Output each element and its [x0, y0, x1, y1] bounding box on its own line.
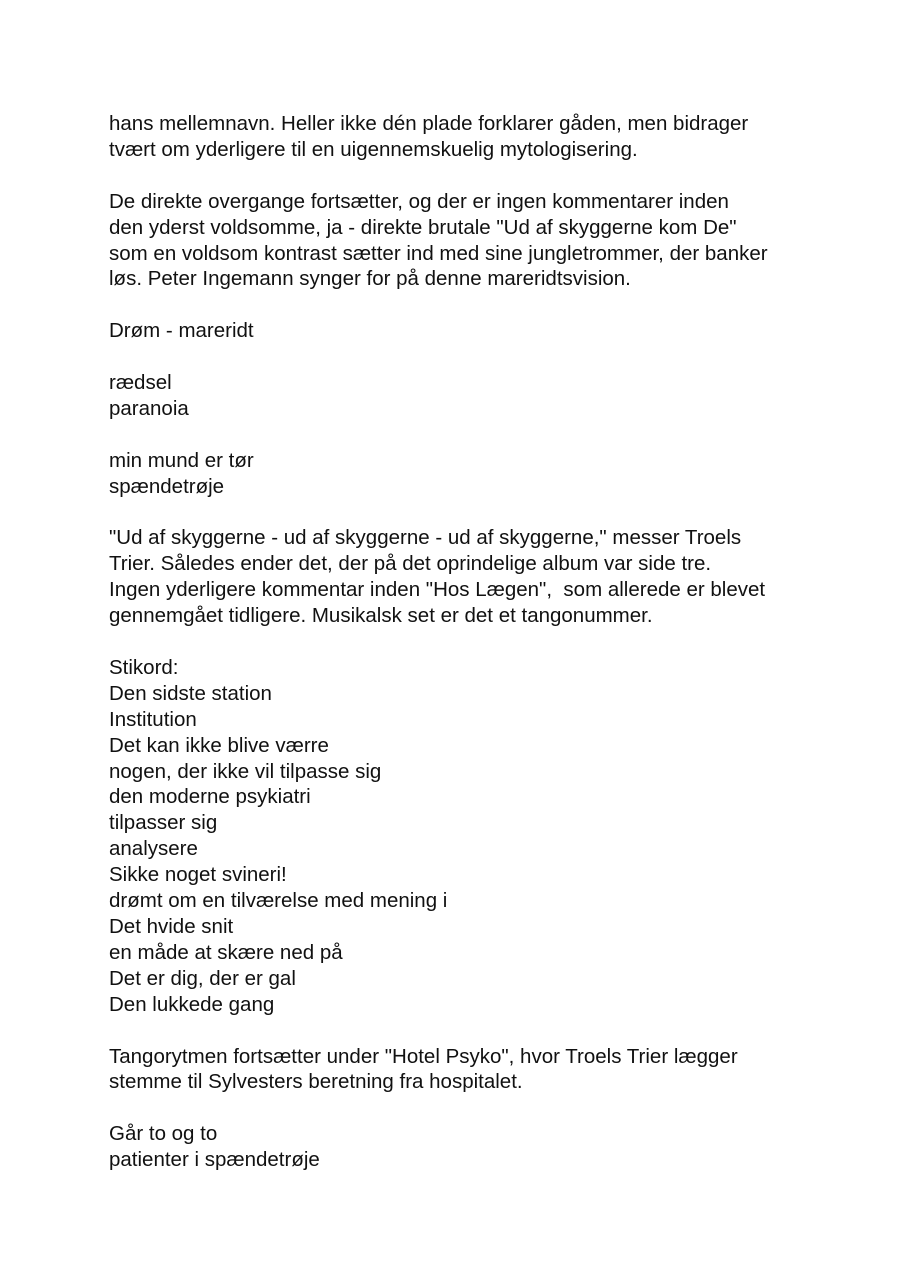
keyword-heading: Stikord:: [109, 655, 179, 679]
text-line: "Ud af skyggerne - ud af skyggerne - ud af skyggerne," messer Troels: [109, 526, 742, 550]
text-line: stemme til Sylvesters beretning fra hospitalet.: [109, 1070, 523, 1094]
paragraph-mellemnavn: [109, 111, 809, 163]
verse-line: Går to og to: [109, 1122, 218, 1146]
keyword-item: Det er dig, der er gal: [109, 966, 296, 990]
text-line: Tangorytmen fortsætter under "Hotel Psyko", hvor Troels Trier lægger: [109, 1044, 738, 1068]
keyword-item: en måde at skære ned på: [109, 940, 343, 964]
text-line: tvært om yderligere til en uigennemskuelig mytologisering.: [109, 137, 638, 161]
keyword-list: [109, 655, 809, 1018]
text-line: hans mellemnavn. Heller ikke dén plade forklarer gåden, men bidrager: [109, 112, 749, 135]
verse-line: spændetrøje: [109, 474, 225, 498]
verse-raedsel: [109, 370, 809, 422]
document-body: [109, 111, 809, 1199]
text-line: Ingen yderligere kommentar inden "Hos Lægen", som allerede er blevet: [109, 578, 766, 602]
text-line: som en voldsom kontrast sætter ind med sine jungletrommer, der banker: [109, 241, 768, 265]
text-line: Trier. Således ender det, der på det oprindelige album var side tre.: [109, 552, 712, 576]
keyword-item: tilpasser sig: [109, 811, 218, 835]
verse-drom: [109, 318, 809, 344]
keyword-item: Det kan ikke blive værre: [109, 733, 329, 757]
verse-line: paranoia: [109, 396, 189, 420]
verse-line: rædsel: [109, 371, 172, 395]
paragraph-tangorytmen: [109, 1044, 809, 1096]
text-line: De direkte overgange fortsætter, og der er ingen kommentarer inden: [109, 189, 729, 213]
keyword-item: Den lukkede gang: [109, 992, 275, 1016]
keyword-item: Sikke noget svineri!: [109, 863, 287, 887]
keyword-item: Institution: [109, 707, 197, 731]
keyword-item: Den sidste station: [109, 681, 272, 705]
keyword-item: nogen, der ikke vil tilpasse sig: [109, 759, 382, 783]
keyword-item: Det hvide snit: [109, 915, 234, 938]
keyword-item: drømt om en tilværelse med mening i: [109, 889, 448, 913]
text-line: den yderst voldsomme, ja - direkte brutale "Ud af skyggerne kom De": [109, 215, 737, 239]
verse-line: Drøm - mareridt: [109, 319, 254, 343]
paragraph-ud-af-skyggerne: [109, 525, 809, 629]
verse-mund: [109, 448, 809, 500]
keyword-item: den moderne psykiatri: [109, 785, 311, 809]
paragraph-overgange: [109, 189, 809, 293]
text-line: løs. Peter Ingemann synger for på denne mareridtsvision.: [109, 267, 631, 291]
verse-line: min mund er tør: [109, 448, 254, 472]
verse-line: patienter i spændetrøje: [109, 1148, 320, 1172]
keyword-item: analysere: [109, 837, 198, 861]
text-line: gennemgået tidligere. Musikalsk set er det et tangonummer.: [109, 604, 653, 628]
verse-gar-to-og-to: [109, 1121, 809, 1173]
